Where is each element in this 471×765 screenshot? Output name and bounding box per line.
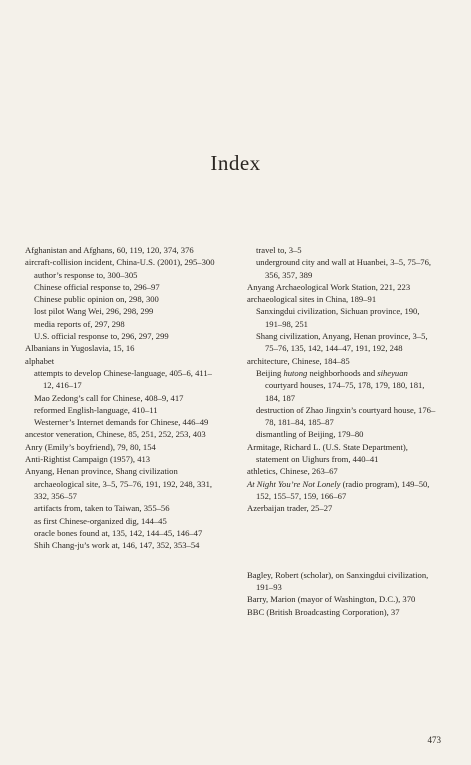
- index-column-left: [25, 244, 215, 551]
- index-entry: Anti-Rightist Campaign (1957), 413: [25, 454, 151, 465]
- index-subentry: travel to, 3–5: [256, 245, 302, 255]
- index-subentry: reformed English-language, 410–11: [34, 404, 158, 415]
- index-entry: Albanians in Yugoslavia, 15, 16: [25, 343, 135, 354]
- index-subentry: U.S. official response to, 296, 297, 299: [34, 331, 169, 342]
- index-subentry: author’s response to, 300–305: [34, 269, 138, 280]
- index-subentry: media reports of, 297, 298: [34, 318, 125, 329]
- index-subentry: dismantling of Beijing, 179–80: [256, 429, 364, 440]
- index-subentry: Mao Zedong’s call for Chinese, 408–9, 417: [34, 392, 184, 403]
- letter-group-spacer: [247, 523, 437, 560]
- index-subentry: underground city and wall at Huanbei, 3–5, 75–76, 356, 357, 389: [256, 257, 432, 280]
- index-subentry: Chinese public opinion on, 298, 300: [34, 294, 159, 305]
- index-subentry: Chinese official response to, 296–97: [34, 281, 160, 292]
- index-entry: Anyang, Henan province, Shang civilization archaeological site, 3–5, 75–76, 191, 192, 248, 331, 332, 356–57: [25, 466, 213, 501]
- index-entry: archaeological sites in China, 189–91: [247, 294, 377, 305]
- index-entry: architecture, Chinese, 184–85: [247, 355, 350, 366]
- index-subentry: Shang civilization, Anyang, Henan province, 3–5, 75–76, 135, 142, 144–47, 191, 192, 248: [256, 331, 428, 354]
- index-subentry: lost pilot Wang Wei, 296, 298, 299: [34, 306, 154, 317]
- index-entry: alphabet: [25, 355, 55, 366]
- page-number: 473: [427, 735, 441, 745]
- index-entry: Anyang Archaeological Work Station, 221, 223: [247, 281, 411, 292]
- index-subentry: destruction of Zhao Jingxin’s courtyard house, 176–78, 181–84, 185–87: [256, 404, 436, 428]
- index-subentry: Sanxingdui civilization, Sichuan province, 190, 191–98, 251: [256, 306, 420, 329]
- index-subentry: Westerner’s Internet demands for Chinese, 446–49: [34, 417, 209, 428]
- index-column-right: [247, 244, 437, 618]
- index-entry: Bagley, Robert (scholar), on Sanxingdui civilization, 191–93: [247, 569, 429, 593]
- index-entry: Afghanistan and Afghans, 60, 119, 120, 374, 376: [25, 245, 194, 255]
- index-subentry: attempts to develop Chinese-language, 405–6, 411–12, 416–17: [34, 367, 212, 391]
- index-entry: ancestor veneration, Chinese, 85, 251, 252, 253, 403: [25, 429, 206, 440]
- index-entry: BBC (British Broadcasting Corporation), 37: [247, 606, 400, 617]
- page-title: Index: [210, 151, 261, 175]
- index-subentry: Beijing hutong neighborhoods and siheyuan courtyard houses, 174–75, 178, 179, 180, 181, 184, 187: [256, 367, 425, 403]
- index-entry: Armitage, Richard L. (U.S. State Department), statement on Uighurs from, 440–41: [247, 441, 408, 465]
- index-entry: At Night You’re Not Lonely (radio program), 149–50, 152, 155–57, 159, 166–67: [247, 478, 430, 501]
- index-subentry: artifacts from, taken to Taiwan, 355–56: [34, 503, 170, 514]
- index-subentry: oracle bones found at, 135, 142, 144–45, 146–47: [34, 527, 203, 538]
- index-entry: athletics, Chinese, 263–67: [247, 466, 338, 477]
- index-entry: aircraft-collision incident, China-U.S. (2001), 295–300: [25, 257, 215, 268]
- index-entry: Azerbaijan trader, 25–27: [247, 503, 333, 514]
- index-subentry: as first Chinese-organized dig, 144–45: [34, 515, 167, 526]
- index-entry: Anry (Emily’s boyfriend), 79, 80, 154: [25, 441, 156, 452]
- index-subentry: Shih Chang-ju’s work at, 146, 147, 352, 353–54: [34, 540, 200, 551]
- index-entry: Barry, Marion (mayor of Washington, D.C.), 370: [247, 594, 416, 605]
